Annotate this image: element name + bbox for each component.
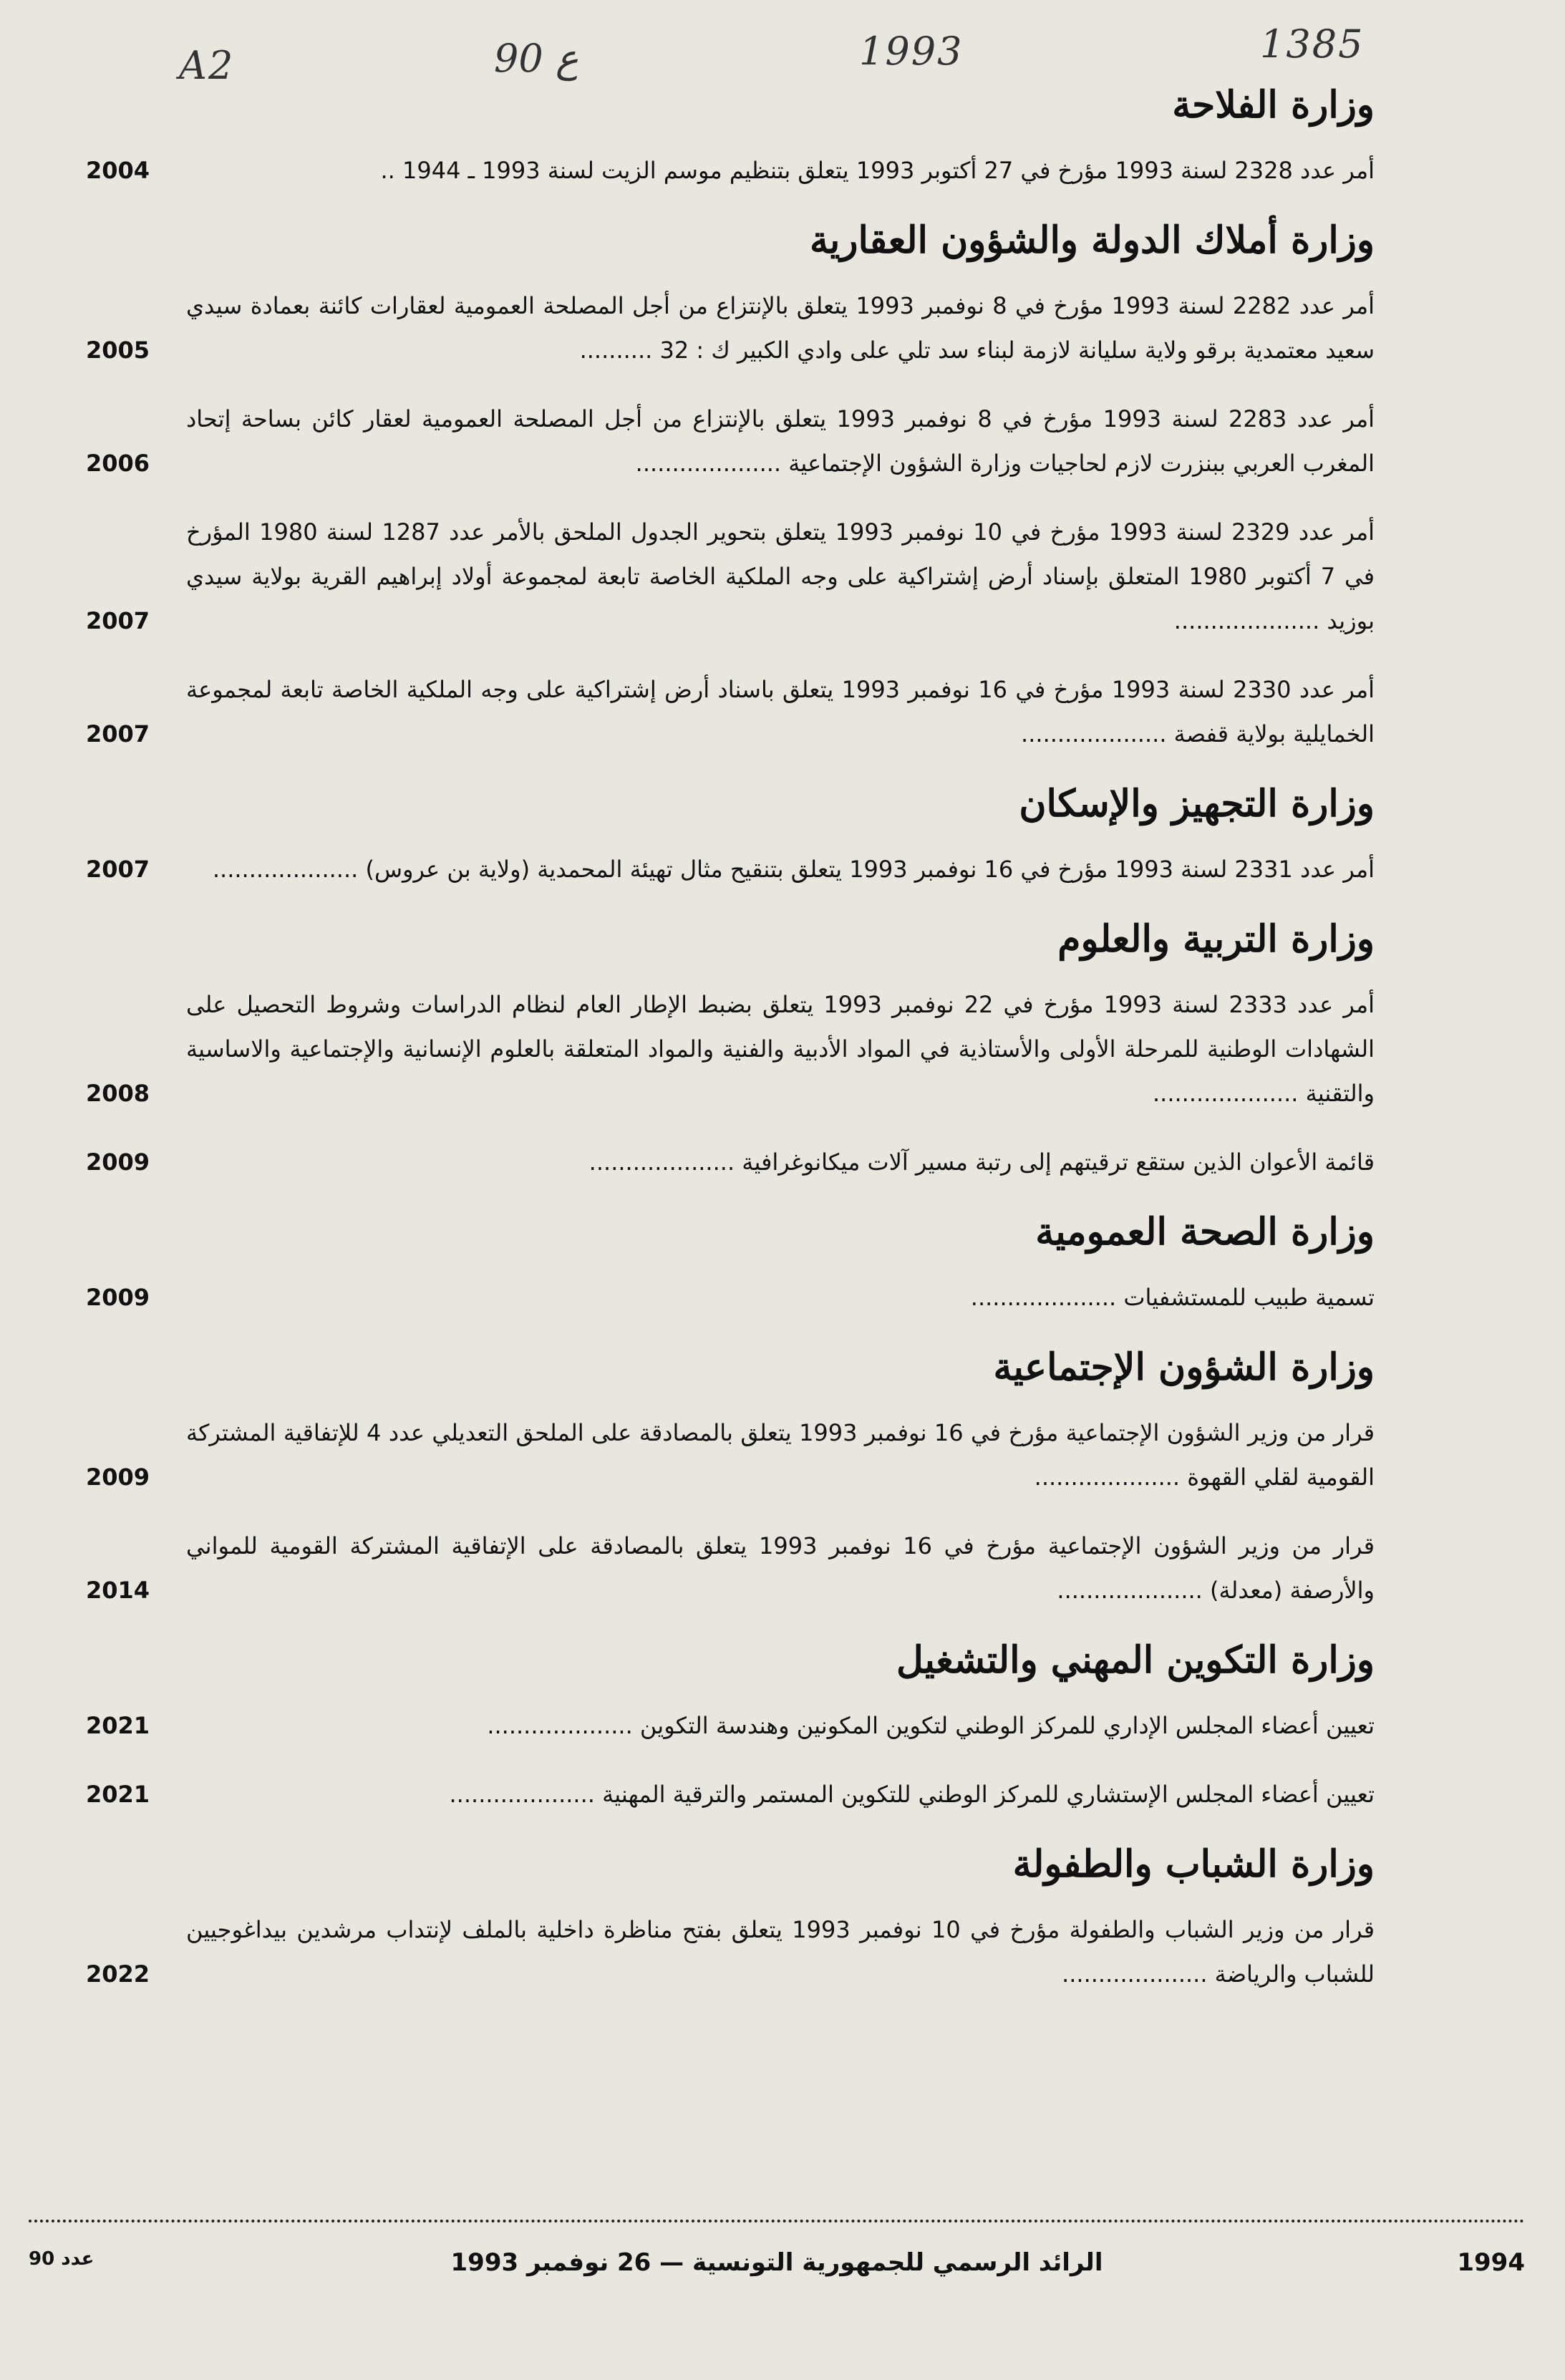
entry-text: قائمة الأعوان الذين ستقع ترقيتهم إلى رتبة مسير آلات ميكانوغرافية .................... (588, 1148, 1375, 1176)
entry-text: أمر عدد 2283 لسنة 1993 مؤرخ في 8 نوفمبر 1993 يتعلق بالإنتزاع من أجل المصلحة العمومية لعقار كائن بساحة إتحاد المغرب العربي ببنزرت لازم لحاجيات وزارة الشؤون الإجتماعية .................... (186, 405, 1375, 477)
page-footer (29, 2248, 1525, 2291)
entry-page-number: 2007 (86, 856, 150, 883)
toc-entry (86, 1703, 1375, 1748)
handwritten-note-b: 90 ع (494, 36, 579, 81)
journal-title: الرائد الرسمي للجمهورية التونسية — 26 نوفمبر 1993 (450, 2248, 1103, 2277)
entry-page-number: 2009 (86, 1284, 150, 1311)
entry-page-number: 2008 (86, 1080, 150, 1107)
entry-page-number: 2021 (86, 1712, 150, 1739)
entry-page-number: 2006 (86, 450, 150, 477)
toc-entry (86, 667, 1375, 756)
section-title: وزارة الصحة العمومية (1035, 1210, 1375, 1254)
entry-text: أمر عدد 2333 لسنة 1993 مؤرخ في 22 نوفمبر 1993 يتعلق بضبط الإطار العام لنظام الدراسات وشروط التحصيل على الشهادات الوطنية للمرحلة الأولى والأستاذية في المواد الأدبية والفنية والمواد المتعلقة بالعلوم الإنسانية والإجتماعية والاساسية والتقنية .................... (186, 991, 1375, 1107)
entry-text: أمر عدد 2331 لسنة 1993 مؤرخ في 16 نوفمبر 1993 يتعلق بتنقيح مثال تهيئة المحمدية (ولاية بن عروس) .................... (212, 856, 1375, 883)
toc-entry (86, 1772, 1375, 1817)
entry-page-number: 2007 (86, 607, 150, 634)
toc-entry (86, 1907, 1375, 1996)
entry-text: أمر عدد 2282 لسنة 1993 مؤرخ في 8 نوفمبر 1993 يتعلق بالإنتزاع من أجل المصلحة العمومية لعقارات كائنة بعمادة سيدي سعيد معتمدية برقو ولاية سليانة لازمة لبناء سد تلي على وادي الكبير ك : 32 .......... (186, 292, 1375, 364)
section-title: وزارة الشباب والطفولة (1012, 1842, 1375, 1886)
entry-page-number: 2007 (86, 720, 150, 748)
entry-text: أمر عدد 2328 لسنة 1993 مؤرخ في 27 أكتوبر 1993 يتعلق بتنظيم موسم الزيت لسنة 1993 ـ 1944 .. (380, 157, 1375, 184)
toc-entry (86, 148, 1375, 193)
issue-number: عدد 90 (29, 2248, 95, 2270)
entry-text: قرار من وزير الشباب والطفولة مؤرخ في 10 نوفمبر 1993 يتعلق بفتح مناظرة داخلية بالملف لإنتداب مرشدين بيداغوجيين للشباب والرياضة .................... (186, 1916, 1375, 1988)
entry-text: تعيين أعضاء المجلس الإستشاري للمركز الوطني للتكوين المستمر والترقية المهنية .................... (449, 1781, 1375, 1808)
section-title: وزارة الشؤون الإجتماعية (993, 1345, 1375, 1389)
toc-entry (86, 1524, 1375, 1612)
entry-page-number: 2014 (86, 1577, 150, 1604)
toc-entry (86, 847, 1375, 891)
entry-text: تعيين أعضاء المجلس الإداري للمركز الوطني لتكوين المكونين وهندسة التكوين .................... (487, 1712, 1375, 1739)
entry-page-number: 2004 (86, 157, 150, 184)
entry-text: تسمية طبيب للمستشفيات .................... (970, 1284, 1375, 1311)
toc-entry (86, 1275, 1375, 1320)
section-title: وزارة أملاك الدولة والشؤون العقارية (810, 218, 1375, 262)
handwritten-note-c: 1993 (859, 29, 964, 74)
entry-text: أمر عدد 2329 لسنة 1993 مؤرخ في 10 نوفمبر 1993 يتعلق بتحوير الجدول الملحق بالأمر عدد 1287 لسنة 1980 المؤرخ في 7 أكتوبر 1980 المتعلق بإسناد أرض إشتراكية على وجه الملكية الخاصة تابعة لمجموعة أولاد إبراهيم القرية بولاية سيدي بوزيد .................... (186, 518, 1375, 634)
section-title: وزارة التجهيز والإسكان (1019, 782, 1375, 826)
section-title: وزارة الفلاحة (1172, 83, 1375, 127)
entry-text: قرار من وزير الشؤون الإجتماعية مؤرخ في 16 نوفمبر 1993 يتعلق بالمصادقة على الملحق التعديلي عدد 4 للإتفاقية المشتركة القومية لقلي القهوة .................... (186, 1419, 1375, 1491)
toc-entry (86, 397, 1375, 485)
toc-entry (86, 982, 1375, 1116)
section-title: وزارة التكوين المهني والتشغيل (896, 1638, 1375, 1682)
entry-page-number: 2009 (86, 1464, 150, 1491)
entry-page-number: 2022 (86, 1960, 150, 1988)
entry-page-number: 2009 (86, 1148, 150, 1176)
entry-text: قرار من وزير الشؤون الإجتماعية مؤرخ في 16 نوفمبر 1993 يتعلق بالمصادقة على الإتفاقية المشتركة القومية للمواني والأرصفة (معدلة) .................... (186, 1532, 1375, 1604)
toc-entry (86, 284, 1375, 372)
toc-entry (86, 1411, 1375, 1499)
toc-entry (86, 510, 1375, 643)
section-title: وزارة التربية والعلوم (1057, 917, 1375, 961)
page-number: 1994 (1457, 2248, 1525, 2277)
entry-page-number: 2005 (86, 337, 150, 364)
entry-page-number: 2021 (86, 1781, 150, 1808)
toc-entry (86, 1140, 1375, 1184)
footer-divider (29, 2220, 1525, 2222)
handwritten-note-d: 1385 (1260, 21, 1365, 67)
handwritten-note-a: A2 (179, 43, 235, 88)
table-of-contents (86, 57, 1375, 2021)
entry-text: أمر عدد 2330 لسنة 1993 مؤرخ في 16 نوفمبر 1993 يتعلق باسناد أرض إشتراكية على وجه الملكية الخاصة تابعة لمجموعة الخمايلية بولاية قفصة .................... (186, 676, 1375, 748)
